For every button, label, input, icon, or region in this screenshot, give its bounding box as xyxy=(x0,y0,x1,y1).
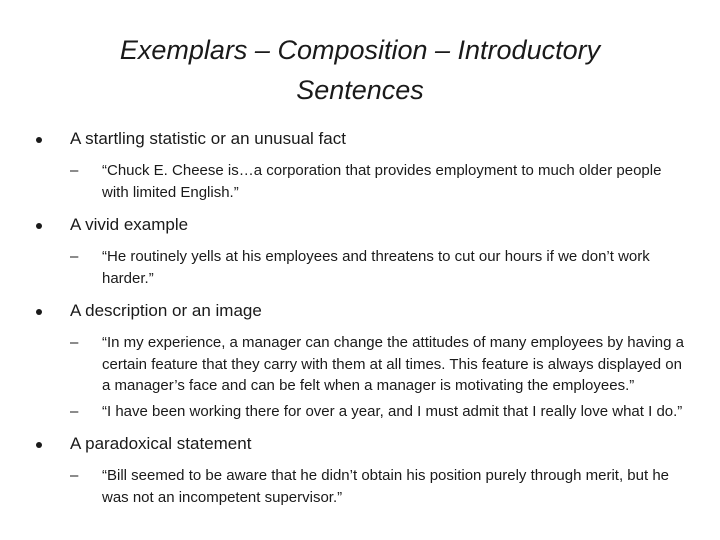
bullet-text: A paradoxical statement xyxy=(70,434,252,453)
bullet-dot-icon xyxy=(36,223,42,229)
sub-item-text: “Chuck E. Cheese is…a corporation that provides employment to much older people with limited English.” xyxy=(102,162,662,201)
dash-icon: – xyxy=(70,248,79,265)
bullet-text: A vivid example xyxy=(70,215,189,234)
bullet-dot-icon xyxy=(36,309,42,315)
dash-icon: – xyxy=(70,334,79,351)
sub-item-text: “He routinely yells at his employees and threatens to cut our hours if we don’t work harder.” xyxy=(102,248,650,287)
bullet-item-vivid-example xyxy=(0,214,720,236)
slide-title-line2: Sentences xyxy=(296,75,424,105)
sub-item xyxy=(0,465,720,508)
sub-item xyxy=(0,160,720,203)
dash-icon: – xyxy=(70,467,79,484)
sub-item-text: “In my experience, a manager can change the attitudes of many employees by having a certain feature that they carry with them at all times. This feature is always displayed on a manager’s face and can be felt when a manager is motivating the employees.” xyxy=(102,334,685,394)
sub-item-text: “Bill seemed to be aware that he didn’t obtain his position purely through merit, but he was not an incompetent supervisor.” xyxy=(102,467,669,506)
bullet-item-statistic xyxy=(0,128,720,150)
bullet-text: A description or an image xyxy=(70,301,262,320)
sub-item xyxy=(0,401,720,423)
sub-item-text: “I have been working there for over a year, and I must admit that I really love what I do.” xyxy=(102,402,683,420)
bullet-dot-icon xyxy=(36,137,42,143)
bullet-text: A startling statistic or an unusual fact xyxy=(70,129,346,148)
sub-item xyxy=(0,332,720,397)
dash-icon: – xyxy=(70,162,79,179)
sub-item xyxy=(0,246,720,289)
bullet-list xyxy=(0,128,720,508)
dash-icon: – xyxy=(70,402,79,420)
bullet-item-description xyxy=(0,300,720,322)
bullet-item-paradoxical xyxy=(0,433,720,455)
bullet-dot-icon xyxy=(36,442,42,448)
slide-title-line1: Exemplars – Composition – Introductory xyxy=(119,35,601,65)
slide-title xyxy=(60,30,660,110)
